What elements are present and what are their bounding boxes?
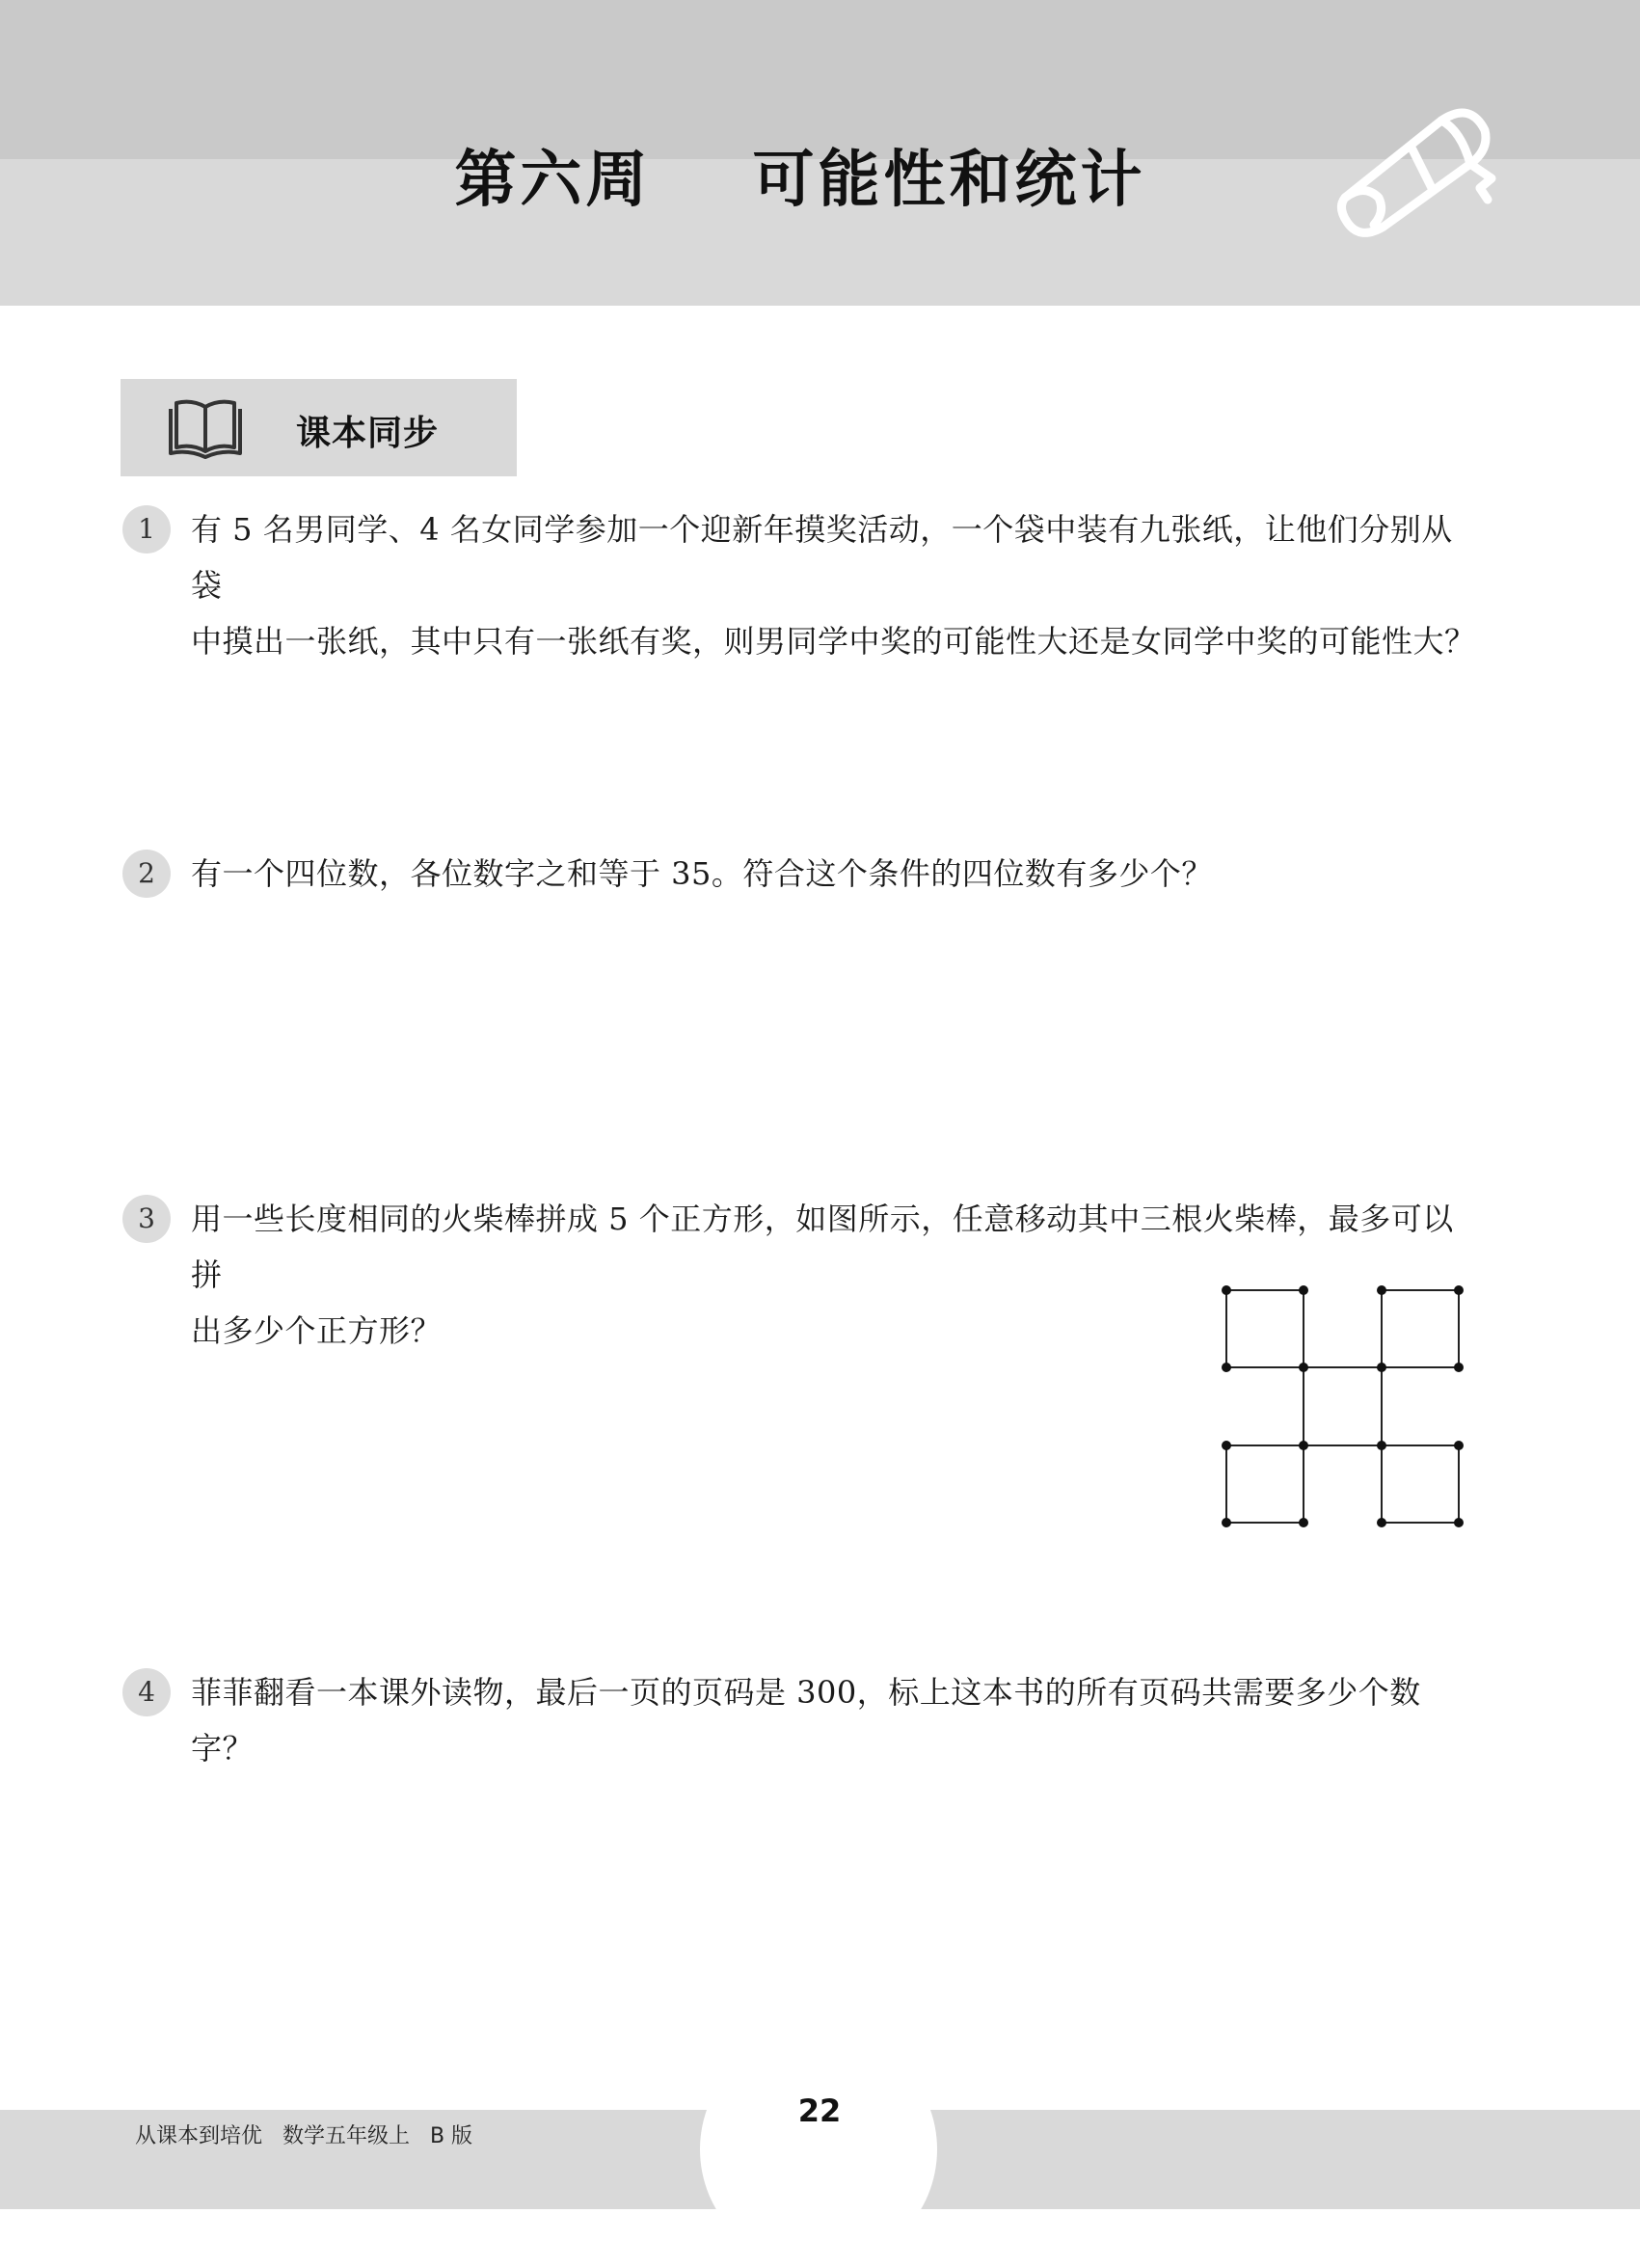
question-number: 1 (122, 505, 171, 554)
question-line: 有 5 名男同学、4 名女同学参加一个迎新年摸奖活动，一个袋中装有九张纸，让他们分别从袋 (191, 511, 1453, 604)
page-number-circle (700, 2031, 937, 2268)
section-label: 课本同步 (296, 414, 440, 453)
question-line: 用一些长度相同的火柴棒拼成 5 个正方形，如图所示，任意移动其中三根火柴棒，最多可以拼 (191, 1201, 1454, 1293)
question-line: 出多少个正方形？ (191, 1312, 443, 1349)
question-number: 4 (122, 1668, 171, 1716)
scroll-icon (1326, 92, 1499, 246)
matchstick-figure (1215, 1282, 1475, 1533)
question-line: 有一个四位数，各位数字之和等于 35。符合这个条件的四位数有多少个？ (191, 855, 1213, 892)
question-number: 3 (122, 1195, 171, 1243)
question-line: 中摸出一张纸，其中只有一张纸有奖，则男同学中奖的可能性大还是女同学中奖的可能性大？ (191, 623, 1476, 660)
question-text (191, 846, 1483, 902)
open-book-icon (167, 395, 244, 459)
page-number: 22 (797, 2092, 842, 2129)
question-text (191, 501, 1483, 669)
book-info: 从课本到培优 数学五年级上 B 版 (135, 2124, 473, 2148)
question-number: 2 (122, 850, 171, 898)
question-line: 菲菲翻看一本课外读物，最后一页的页码是 300，标上这本书的所有页码共需要多少个数字？ (191, 1674, 1421, 1767)
question-text (191, 1664, 1483, 1776)
section-tab (121, 379, 517, 476)
page-title: 第六周 可能性和统计 (454, 145, 1146, 216)
